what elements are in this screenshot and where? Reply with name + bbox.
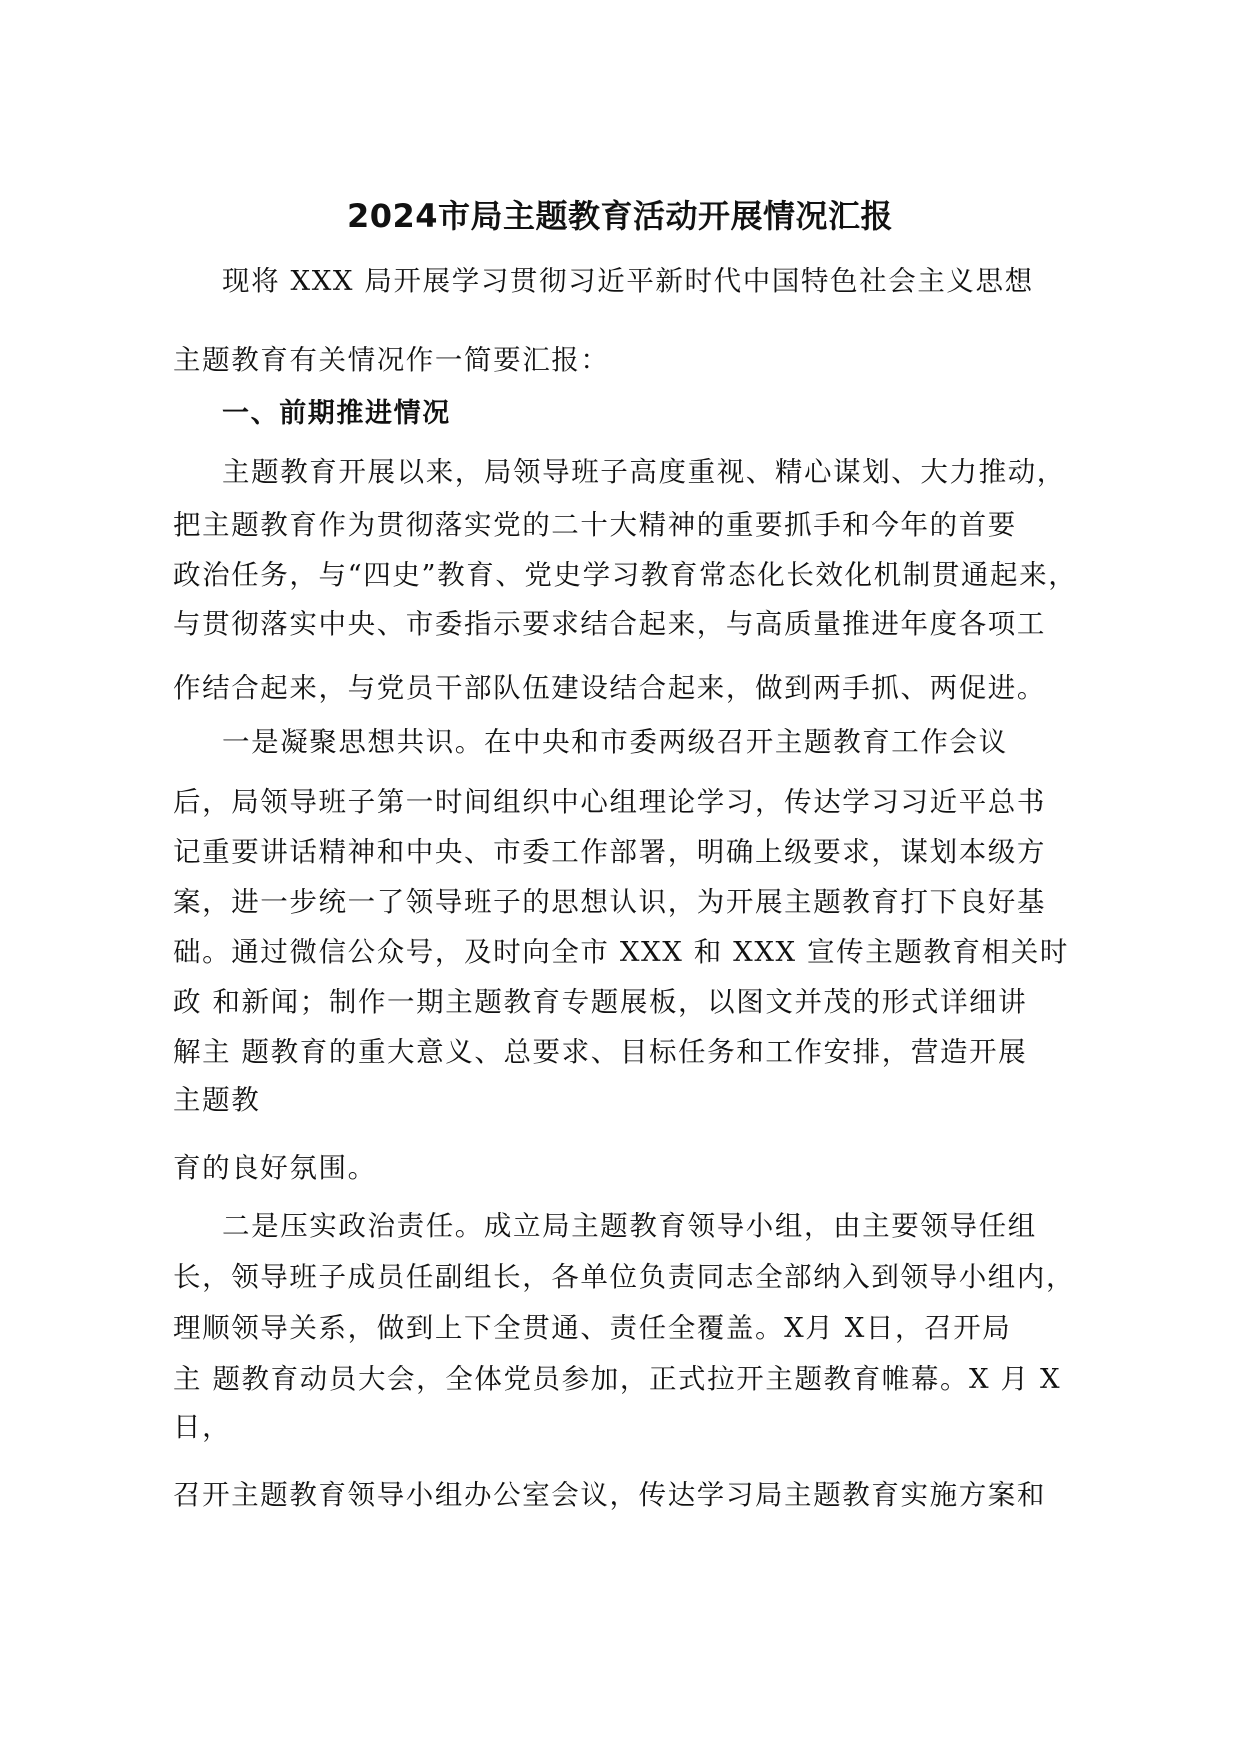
paragraph-line: 长，领导班子成员任副组长，各单位负责同志全部纳入到领导小组内，	[173, 1261, 1076, 1293]
paragraph-line: 一是凝聚思想共识。在中央和市委两级召开主题教育工作会议	[222, 726, 1008, 758]
paragraph-line: 解主 题教育的重大意义、总要求、目标任务和工作安排，营造开展	[173, 1036, 1028, 1068]
document-title: 2024市局主题教育活动开展情况汇报	[346, 197, 894, 235]
paragraph-line: 政 和新闻；制作一期主题教育专题展板，以图文并茂的形式详细讲	[173, 986, 1028, 1018]
paragraph-line: 理顺领导关系，做到上下全贯通、责任全覆盖。X月 X日，召开局	[173, 1312, 1012, 1344]
paragraph-line: 主题教	[173, 1084, 261, 1116]
paragraph-line: 日，	[173, 1411, 232, 1443]
paragraph-line: 础。通过微信公众号，及时向全市 XXX 和 XXX 宣传主题教育相关时	[173, 936, 1069, 968]
paragraph-line: 召开主题教育领导小组办公室会议，传达学习局主题教育实施方案和	[173, 1479, 1046, 1511]
paragraph-line: 现将 XXX 局开展学习贯彻习近平新时代中国特色社会主义思想	[222, 265, 1034, 297]
paragraph-line: 主题教育开展以来，局领导班子高度重视、精心谋划、大力推动，	[222, 456, 1066, 488]
paragraph-line: 后，局领导班子第一时间组织中心组理论学习，传达学习习近平总书	[173, 786, 1046, 818]
paragraph-line: 记重要讲话精神和中央、市委工作部署，明确上级要求，谋划本级方	[173, 836, 1046, 868]
paragraph-line: 把主题教育作为贯彻落实党的二十大精神的重要抓手和今年的首要	[173, 509, 1017, 541]
section-heading: 一、前期推进情况	[222, 398, 451, 429]
paragraph-line: 与贯彻落实中央、市委指示要求结合起来，与高质量推进年度各项工	[173, 608, 1046, 640]
paragraph-line: 作结合起来，与党员干部队伍建设结合起来，做到两手抓、两促进。	[173, 672, 1046, 704]
paragraph-line: 政治任务，与“四史”教育、党史学习教育常态化长效化机制贯通起来，	[173, 559, 1078, 591]
paragraph-line: 主题教育有关情况作一简要汇报：	[173, 344, 610, 376]
paragraph-line: 案，进一步统一了领导班子的思想认识，为开展主题教育打下良好基	[173, 886, 1046, 918]
paragraph-line: 主 题教育动员大会，全体党员参加，正式拉开主题教育帷幕。X 月 X	[173, 1363, 1062, 1395]
paragraph-line: 二是压实政治责任。成立局主题教育领导小组，由主要领导任组	[222, 1210, 1037, 1242]
paragraph-line: 育的良好氛围。	[173, 1152, 377, 1184]
